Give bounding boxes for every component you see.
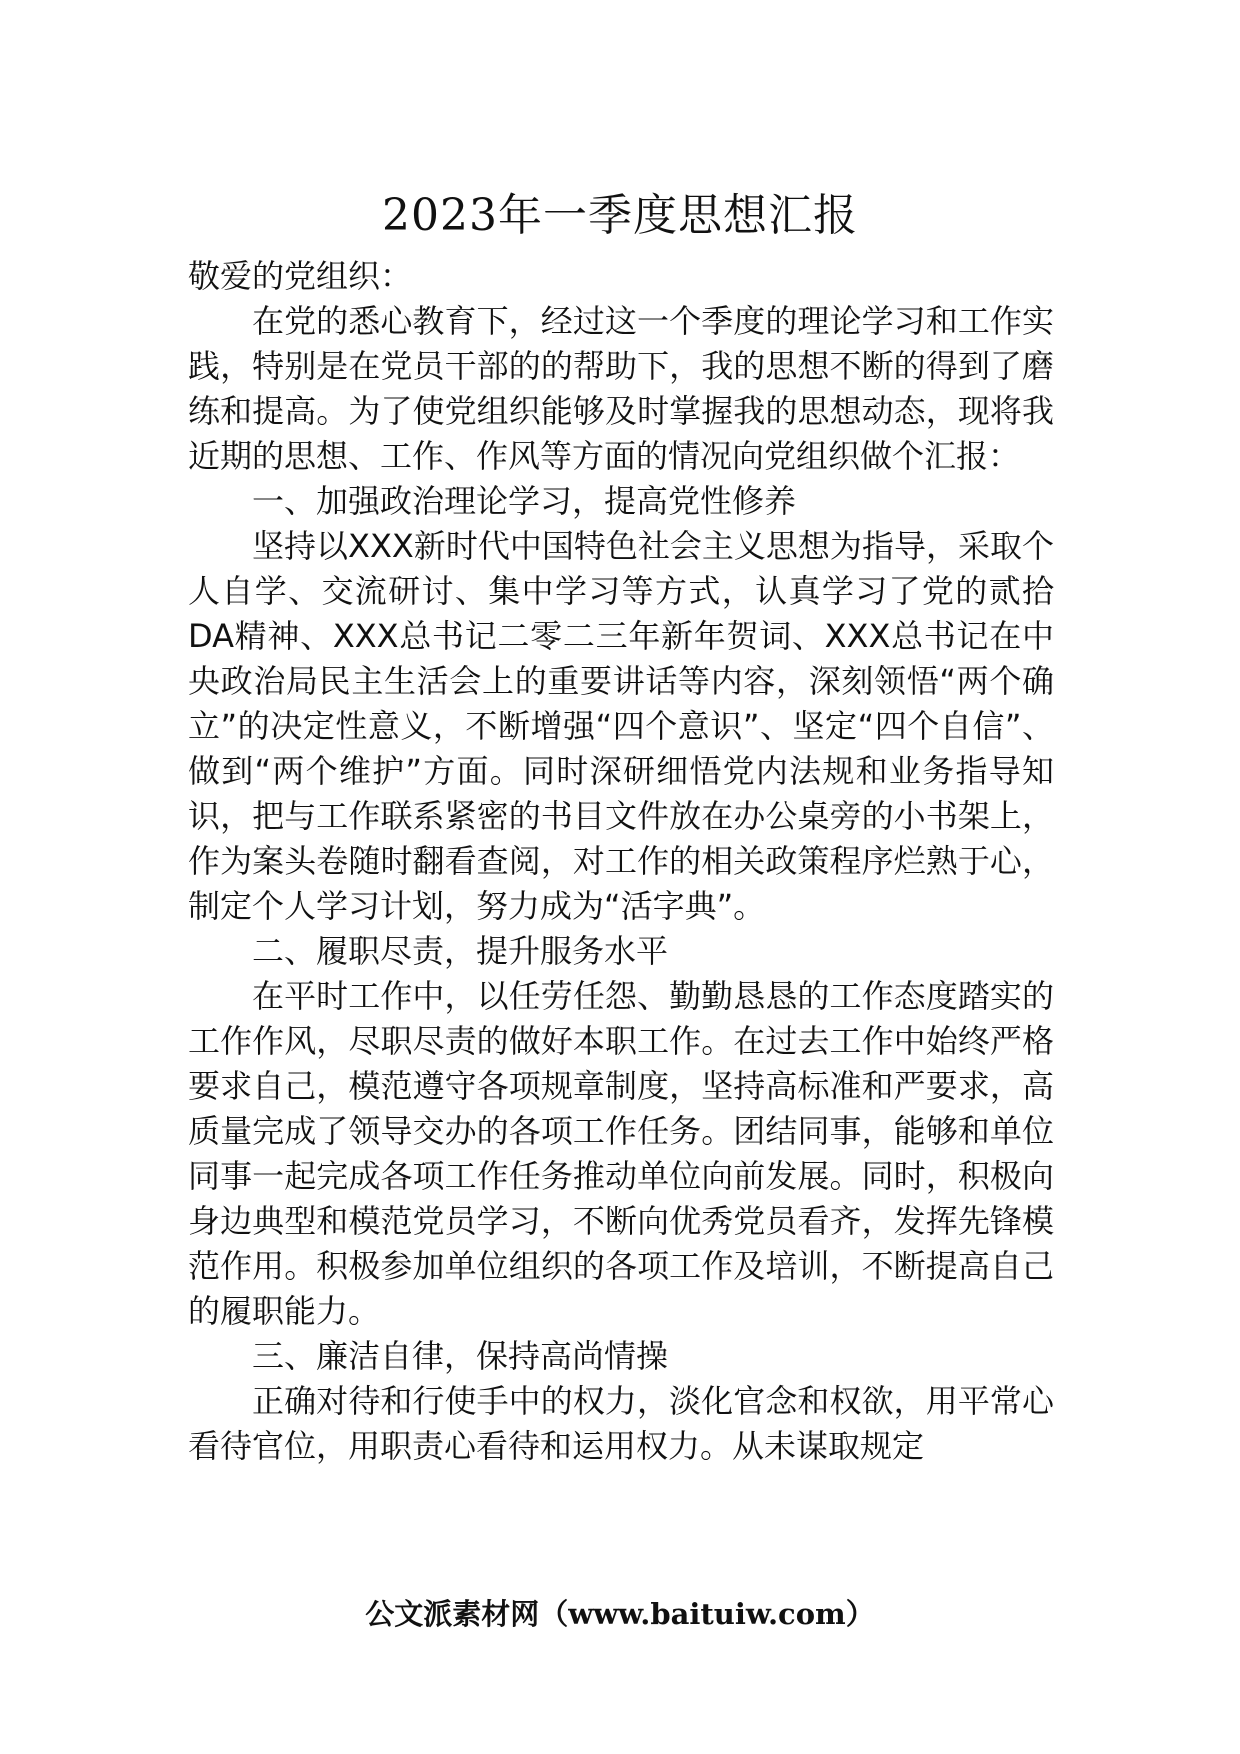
intro-paragraph: 在党的悉心教育下，经过这一个季度的理论学习和工作实践，特别是在党员干部的的帮助下，我的思想不断的得到了磨练和提高。为了使党组织能够及时掌握我的思想动态，现将我近期的思想、工作、作风等方面的情况向党组织做个汇报： bbox=[188, 302, 1054, 475]
section-paragraph-1: 坚持以XXX新时代中国特色社会主义思想为指导，采取个人自学、交流研讨、集中学习等方式，认真学习了党的贰拾DA精神、XXX总书记二零二三年新年贺词、XXX总书记在中央政治局民主生活会上的重要讲话等内容，深刻领悟“两个确立”的决定性意义，不断增强“四个意识”、坚定“四个自信”、做到“两个维护”方面。同时深研细悟党内法规和业务指导知识，把与工作联系紧密的书目文件放在办公桌旁的小书架上，作为案头卷随时翻看查阅，对工作的相关政策程序烂熟于心，制定个人学习计划，努力成为“活字典”。 bbox=[188, 527, 1054, 925]
section-heading-2: 二、履职尽责，提升服务水平 bbox=[252, 932, 669, 970]
section-paragraph-3: 正确对待和行使手中的权力，淡化官念和权欲，用平常心看待官位，用职责心看待和运用权力。从未谋取规定 bbox=[188, 1382, 1054, 1465]
document-body bbox=[188, 254, 1054, 1469]
document-title: 2023年一季度思想汇报 bbox=[382, 190, 858, 241]
salutation: 敬爱的党组织： bbox=[188, 257, 413, 295]
section-paragraph-2: 在平时工作中，以任劳任怨、勤勤恳恳的工作态度踏实的工作作风，尽职尽责的做好本职工作。在过去工作中始终严格要求自己，模范遵守各项规章制度，坚持高标准和严要求，高质量完成了领导交办的各项工作任务。团结同事，能够和单位同事一起完成各项工作任务推动单位向前发展。同时，积极向身边典型和模范党员学习，不断向优秀党员看齐，发挥先锋模范作用。积极参加单位组织的各项工作及培训，不断提高自己的履职能力。 bbox=[188, 977, 1054, 1330]
section-heading-1: 一、加强政治理论学习，提高党性修养 bbox=[252, 482, 797, 520]
section-heading-3: 三、廉洁自律，保持高尚情操 bbox=[252, 1337, 669, 1375]
footer-source: 公文派素材网（www.baituiw.com） bbox=[365, 1597, 875, 1631]
